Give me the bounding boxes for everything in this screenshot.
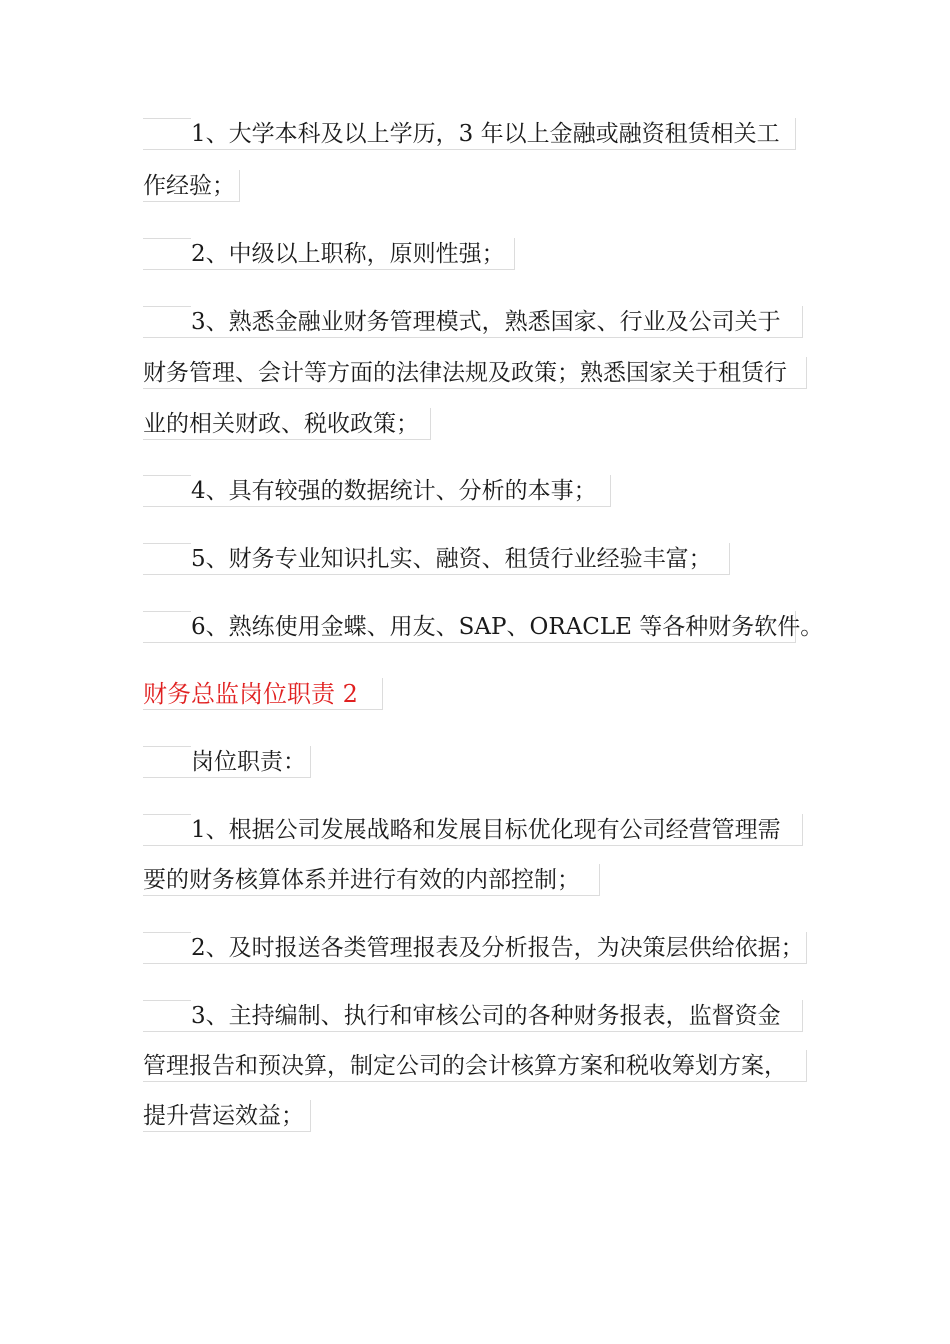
req-4-line-1: 4、具有较强的数据统计、分析的本事； (143, 475, 611, 507)
req-3-line-2: 财务管理、会计等方面的法律法规及政策；熟悉国家关于租赁行 (143, 357, 807, 389)
req-5-line-1: 5、财务专业知识扎实、融资、租赁行业经验丰富； (143, 543, 730, 575)
section-heading: 财务总监岗位职责 2 (143, 678, 383, 710)
section-subtitle: 岗位职责： (143, 746, 311, 778)
req-1-line-1: 1、大学本科及以上学历，3 年以上金融或融资租赁相关工 (143, 118, 796, 150)
req-1-line-2: 作经验； (143, 170, 240, 202)
req-3-line-3: 业的相关财政、税收政策； (143, 408, 431, 440)
duty-1-line-2: 要的财务核算体系并进行有效的内部控制； (143, 864, 600, 896)
duty-3-line-3: 提升营运效益； (143, 1100, 311, 1132)
req-3-line-1: 3、熟悉金融业财务管理模式，熟悉国家、行业及公司关于 (143, 306, 803, 338)
duty-3-line-2: 管理报告和预决算，制定公司的会计核算方案和税收筹划方案， (143, 1050, 807, 1082)
duty-2-line-1: 2、及时报送各类管理报表及分析报告，为决策层供给依据； (143, 932, 807, 964)
duty-3-line-1: 3、主持编制、执行和审核公司的各种财务报表，监督资金 (143, 1000, 803, 1032)
req-2-line-1: 2、中级以上职称，原则性强； (143, 238, 515, 270)
req-6-line-1: 6、熟练使用金蝶、用友、SAP、ORACLE 等各种财务软件。 (143, 611, 796, 643)
duty-1-line-1: 1、根据公司发展战略和发展目标优化现有公司经营管理需 (143, 814, 803, 846)
